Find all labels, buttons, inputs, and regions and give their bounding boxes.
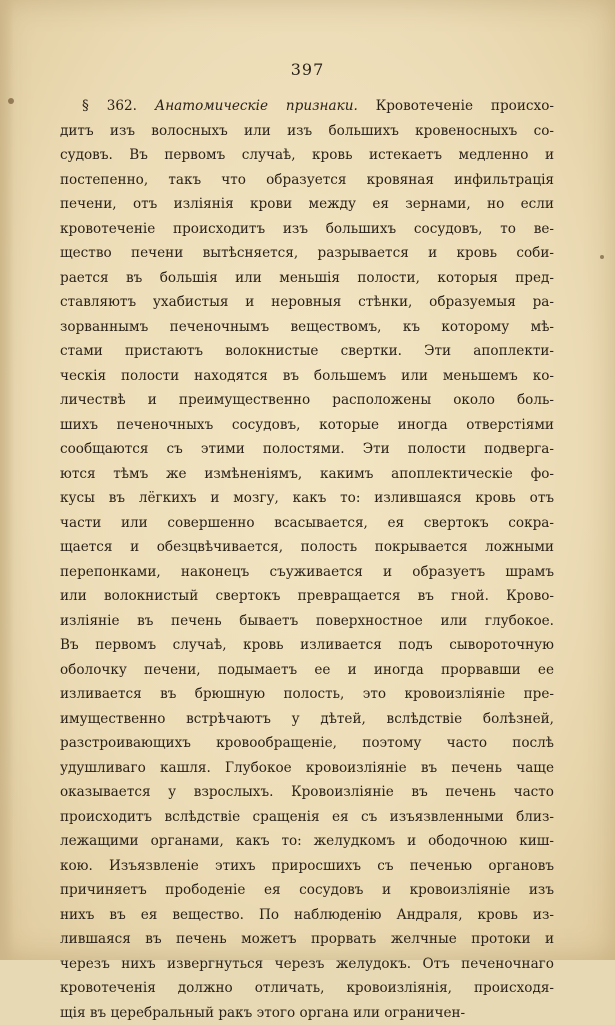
page-binding-edge (0, 0, 14, 960)
text-line: причиняетъ прободеніе ея сосудовъ и кровоизліяніе изъ (60, 878, 554, 903)
ink-spot (8, 98, 14, 104)
text-line: печени, отъ изліянія крови между ея зернами, но если (60, 192, 554, 217)
text-line: зорваннымъ печеночнымъ веществомъ, къ которому мѣ- (60, 315, 554, 340)
body-text (60, 94, 554, 1025)
text-line: удушливаго кашля. Глубокое кровоизліяніе въ печень чаще (60, 756, 554, 781)
text-line: происходитъ вслѣдствіе сращенія ея съ изъязвленными близ- (60, 805, 554, 830)
text-line: имущественно встрѣчаютъ у дѣтей, вслѣдствіе болѣзней, (60, 707, 554, 732)
text-line: разстроивающихъ кровообращеніе, поэтому часто послѣ (60, 731, 554, 756)
text-line: сообщаются съ этими полостями. Эти полости подверга- (60, 437, 554, 462)
text-line: оболочку печени, подымаетъ ее и иногда прорвавши ее (60, 658, 554, 683)
text-line: части или совершенно всасывается, ея свертокъ сокра- (60, 511, 554, 536)
page-number: 397 (0, 60, 615, 79)
text-line: личествѣ и преимущественно расположены около боль- (60, 388, 554, 413)
text-line: шихъ печеночныхъ сосудовъ, которые иногда отверстіями (60, 413, 554, 438)
section-number: § 362. (82, 98, 137, 114)
text-line-first (60, 94, 554, 119)
text-line: лежащими органами, какъ то: желудкомъ и ободочною киш- (60, 829, 554, 854)
text-line: или волокнистый свертокъ превращается въ гной. Крово- (60, 584, 554, 609)
text-line: ческія полости находятся въ большемъ или меньшемъ ко- (60, 364, 554, 389)
text-line: Въ первомъ случаѣ, кровь изливается подъ сывороточную (60, 633, 554, 658)
text-line: кою. Изъязвленіе этихъ приросшихъ съ печенью органовъ (60, 854, 554, 879)
text-line: щается и обезцвѣчивается, полость покрывается ложными (60, 535, 554, 560)
text-line: черезъ нихъ извергнуться черезъ желудокъ. Отъ печеночнаго (60, 952, 554, 977)
text-line: перепонками, наконецъ съуживается и образуетъ шрамъ (60, 560, 554, 585)
text-line: кровотеченіе происходитъ изъ большихъ сосудовъ, то ве- (60, 217, 554, 242)
text-line: кусы въ лёгкихъ и мозгу, какъ то: излившаяся кровь отъ (60, 486, 554, 511)
text-line: щія въ церебральный ракъ этого органа или ограничен- (60, 1001, 554, 1025)
text-line: ставляютъ ухабистыя и неровныя стѣнки, образуемыя ра- (60, 290, 554, 315)
section-heading: Анатомическіе признаки. (155, 98, 358, 114)
text-line: изливается въ брюшную полость, это кровоизліяніе пре- (60, 682, 554, 707)
text-line: кровотеченія должно отличать, кровоизліянія, происходя- (60, 976, 554, 1001)
text-line: рается въ большія или меньшія полости, которыя пред- (60, 266, 554, 291)
text-line: нихъ въ ея вещество. По наблюденію Андраля, кровь из- (60, 903, 554, 928)
ink-spot (600, 255, 604, 259)
text-line: ются тѣмъ же измѣненіямъ, какимъ апоплектическіе фо- (60, 462, 554, 487)
text-line: лившаяся въ печень можетъ прорвать желчные протоки и (60, 927, 554, 952)
text-line: изліяніе въ печень бываетъ поверхностное или глубокое. (60, 609, 554, 634)
text-line-content: Кровотеченіе происхо- (376, 98, 554, 114)
text-line: оказывается у взрослыхъ. Кровоизліяніе въ печень часто (60, 780, 554, 805)
text-line: дитъ изъ волосныхъ или изъ большихъ кровеносныхъ со- (60, 119, 554, 144)
text-line: судовъ. Въ первомъ случаѣ, кровь истекаетъ медленно и (60, 143, 554, 168)
text-line: стами пристаютъ волокнистые свертки. Эти апоплекти- (60, 339, 554, 364)
text-line: щество печени вытѣсняется, разрывается и кровь соби- (60, 241, 554, 266)
text-line: постепенно, такъ что образуется кровяная инфильтрація (60, 168, 554, 193)
